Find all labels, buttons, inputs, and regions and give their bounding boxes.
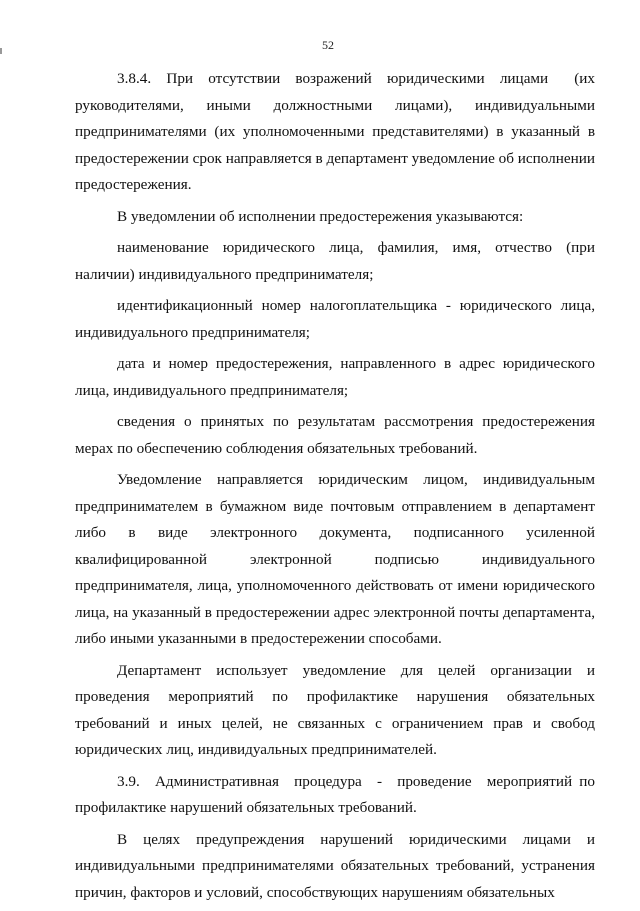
paragraph-3-8-4: 3.8.4. При отсутствии возражений юридическими лицами (их руководителями, иными должностными лицами), индивидуальными предпринимателями (их уполномоченными представителями) в указанный в предостережении срок направляется в департамент уведомление об исполнении предостережения. — [75, 70, 595, 193]
paragraph-list-item-name: наименование юридического лица, фамилия, имя, отчество (при наличии) индивидуального предпринимателя; — [75, 239, 595, 283]
paragraph-list-item-date-number: дата и номер предостережения, направленного в адрес юридического лица, индивидуального предпринимателя; — [75, 355, 595, 399]
paragraph-notification-sending: Уведомление направляется юридическим лицом, индивидуальным предпринимателем в бумажном виде почтовым отправлением в департамент либо в виде электронного документа, подписанного усиленной квалифицированной электронной подписью индивидуального предпринимателя, лица, уполномоченного действовать от имени юридического лица, на указанный в предостережении адрес электронной почты департамента, либо иными указанными в предостережении способами. — [75, 471, 595, 647]
paragraph-3-9: 3.9. Административная процедура - проведение мероприятий по профилактике нарушений обязательных требований. — [75, 772, 595, 816]
document-body — [75, 66, 595, 911]
paragraph-list-item-inn: идентификационный номер налогоплательщика - юридического лица, индивидуального предпринимателя; — [75, 297, 595, 341]
paragraph-prevention-goals: В целях предупреждения нарушений юридическими лицами и индивидуальными предпринимателями обязательных требований, устранения причин, факторов и условий, способствующих нарушениям обязательных — [75, 830, 595, 901]
page-number: 52 — [322, 38, 334, 52]
paragraph-list-item-measures: сведения о принятых по результатам рассмотрения предостережения мерах по обеспечению соблюдения обязательных требований. — [75, 413, 595, 457]
paragraph-department-usage: Департамент использует уведомление для целей организации и проведения мероприятий по профилактике нарушения обязательных требований и иных целей, не связанных с ограничением прав и свобод юридических лиц, индивидуальных предпринимателей. — [75, 661, 595, 758]
paragraph-notification-contents: В уведомлении об исполнении предостережения указываются: — [117, 207, 524, 225]
